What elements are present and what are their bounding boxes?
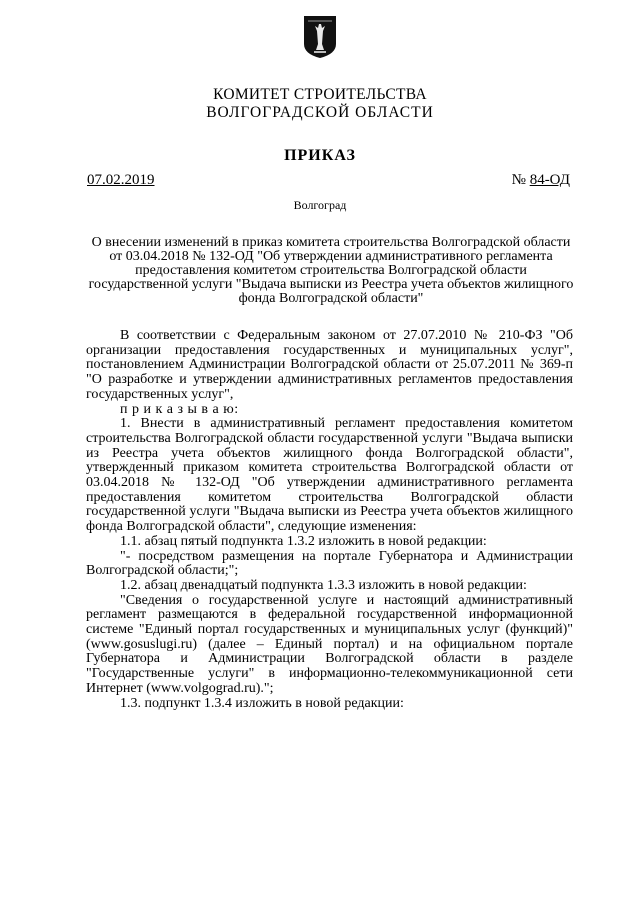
volgograd-coat-of-arms-icon [302,14,338,60]
item-1: 1. Внести в административный регламент предоставления комитетом строительства Волгоградской области государственной услуги "Выдача выписки из Реестра учета объектов жилищного фонда Волгоградской области", утвержденный приказом комитета строительства Волгоградской области от 03.04.2018 № 132-ОД "Об утверждении административного регламента предоставления комитетом строительства Волгоградской области государственной услуги "Выдача выписки из Реестра учета объектов жилищного фонда Волгоградской области", следующие изменения: [86,416,573,535]
org-name-line1: КОМИТЕТ СТРОИТЕЛЬСТВА [213,86,427,103]
orders-line: п р и к а з ы в а ю: [120,401,239,417]
item-1-1: 1.1. абзац пятый подпункта 1.3.2 изложить в новой редакции: [120,533,487,549]
item-1-2-text: "Сведения о государственной услуге и настоящий административный регламент размещаются в федеральной государственной информационной системе "Единый портал государственных и муниципальных услуг (функций)" (www.gosuslugi.ru) (далее – Единый портал) и на официальном портале Губернатора и Администрации Волгоградской области в разделе "Государственные услуги" в информационно-телекоммуникационной сети Интернет (www.volgograd.ru)."; [86,592,573,696]
order-city: Волгоград [293,198,347,212]
order-date: 07.02.2019 [87,172,155,188]
order-subject: О внесении изменений в приказ комитета строительства Волгоградской области от 03.04.2018 № 132-ОД "Об утверждении административного регламента предоставления комитетом строительства Волгоградской области государственной услуги "Выдача выписки из Реестра учета объектов жилищного фонда Волгоградской области" [88,235,574,306]
item-1-2: 1.2. абзац двенадцатый подпункта 1.3.3 изложить в новой редакции: [120,577,527,593]
order-title: ПРИКАЗ [284,147,356,164]
item-1-3: 1.3. подпункт 1.3.4 изложить в новой редакции: [120,695,404,711]
order-body [86,329,573,711]
item-1-1-text: "- посредством размещения на портале Губернатора и Администрации Волгоградской области;"; [86,548,573,579]
order-number-value: 84-ОД [529,172,570,188]
org-name-line2: ВОЛГОГРАДСКОЙ ОБЛАСТИ [206,104,434,121]
preamble-paragraph: В соответствии с Федеральным законом от 27.07.2010 № 210-ФЗ "Об организации предоставления государственных и муниципальных услуг", постановлением Администрации Волгоградской области от 25.07.2011 № 369-п "О разработке и утверждении административных регламентов предоставления государственных услуг", [86,328,573,402]
order-number-prefix: № [511,172,530,188]
order-number [512,172,570,189]
